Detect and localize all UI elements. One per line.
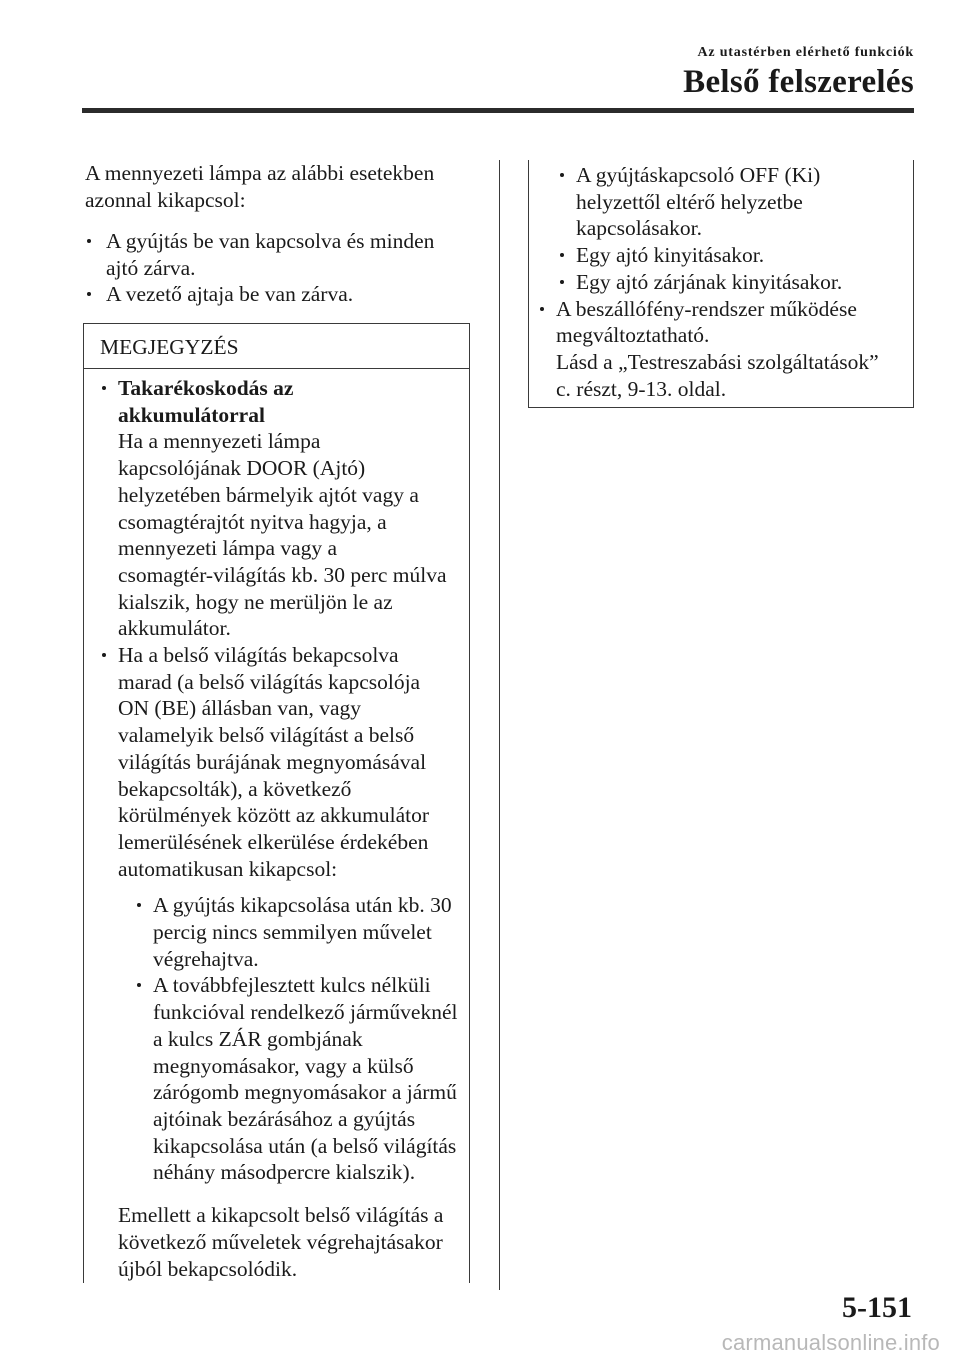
intro-paragraph [85, 160, 475, 213]
note-line: néhány másodpercre kialszik). [153, 1160, 416, 1185]
bullet-icon [87, 292, 91, 296]
note-line: Egy ajtó kinyitásakor. [576, 243, 765, 268]
note-line: akkumulátor. [118, 616, 231, 641]
note-line: Egy ajtó zárjának kinyitásakor. [576, 269, 843, 294]
note-line: ON (BE) állásban van, vagy [118, 696, 361, 721]
note-line: zárógomb megnyomásakor a jármű [153, 1080, 457, 1105]
note-line: Ha a belső világítás bekapcsolva [118, 643, 399, 668]
note-bullet-list [101, 375, 461, 1186]
note-line: kapcsolásakor. [576, 216, 702, 241]
note-line: a kulcs ZÁR gombjának [153, 1026, 363, 1051]
bullet-icon [102, 653, 106, 657]
note-bullet-list [539, 296, 909, 403]
list-item [539, 296, 909, 403]
header-rule [82, 108, 914, 113]
note-line: A gyújtáskapcsoló OFF (Ki) [576, 163, 821, 187]
note-line: helyzettől eltérő helyzetbe [576, 189, 803, 214]
list-item [101, 375, 461, 642]
page-title: Belső felszerelés [683, 64, 914, 100]
watermark: carmanualsonline.info [721, 1330, 940, 1355]
bullet-icon [540, 307, 544, 311]
list-item [559, 269, 909, 296]
note-title: MEGJEGYZÉS [100, 335, 239, 359]
note-line: mennyezeti lámpa vagy a [118, 536, 338, 561]
note-box [83, 323, 470, 1283]
bullet-icon [102, 386, 106, 390]
note-line: körülmények között az akkumulátor [118, 803, 430, 828]
note-sub-list [539, 162, 909, 296]
list-item [101, 642, 461, 1186]
note-line: valamelyik belső világítást a belső [118, 723, 415, 748]
note-body [101, 375, 461, 1282]
list-item [136, 972, 461, 1186]
note-line: helyzetében bármelyik ajtót vagy a [118, 482, 419, 507]
note-line: megnyomásakor, vagy a külső [153, 1053, 414, 1078]
bullet-icon [137, 903, 141, 907]
note-box-continued [528, 160, 914, 408]
note-line: világítás burájának megnyomásával [118, 749, 427, 774]
bullet-icon [137, 983, 141, 987]
note-line: kialszik, hogy ne merüljön le az [118, 589, 393, 614]
list-item-line: A gyújtás be van kapcsolva és minden [106, 229, 435, 253]
note-item-heading: akkumulátorral [118, 402, 265, 427]
bullet-icon [560, 253, 564, 257]
note-line: kikapcsolása után (a belső világítás [153, 1133, 457, 1158]
bullet-icon [87, 239, 91, 243]
section-header: Az utastérben elérhető funkciók [697, 45, 914, 60]
note-line: c. részt, 9-13. oldal. [556, 376, 727, 401]
note-line: végrehajtva. [153, 946, 259, 971]
note-item-heading: Takarékoskodás az [118, 376, 294, 400]
note-sub-bullets [559, 162, 909, 296]
intro-line: A mennyezeti lámpa az alábbi esetekben [85, 161, 435, 185]
note-line: percig nincs semmilyen művelet [153, 920, 432, 945]
note-divider [84, 368, 469, 369]
note-line: lemerülésének elkerülése érdekében [118, 829, 429, 854]
note-line: újból bekapcsolódik. [118, 1256, 298, 1281]
note-line: csomagtér-világítás kb. 30 perc múlva [118, 562, 447, 587]
note-tail [101, 1202, 461, 1282]
note-line: funkcióval rendelkező járműveknél [153, 1000, 458, 1025]
page-number: 5-151 [842, 1291, 912, 1324]
note-line: A beszállófény-rendszer működése [556, 296, 857, 321]
note-line: Ha a mennyezeti lámpa [118, 429, 321, 454]
list-item-line: ajtó zárva. [106, 255, 196, 280]
note-line: A továbbfejlesztett kulcs nélküli [153, 973, 431, 998]
note-body [539, 162, 909, 402]
note-line: Emellett a kikapcsolt belső világítás a [118, 1203, 444, 1228]
note-line: kapcsolójának DOOR (Ajtó) [118, 456, 366, 481]
note-line: A gyújtás kikapcsolása után kb. 30 [153, 893, 452, 918]
list-item [86, 228, 476, 281]
intro-line: azonnal kikapcsol: [85, 187, 246, 212]
list-item [559, 162, 909, 242]
note-sub-list [118, 892, 461, 1186]
list-item [136, 892, 461, 972]
note-line: csomagtérajtót nyitva hagyja, a [118, 509, 387, 534]
list-item [86, 281, 476, 308]
note-line: automatikusan kikapcsol: [118, 856, 338, 881]
column-divider [499, 160, 500, 1290]
note-line: következő műveletek végrehajtásakor [118, 1229, 443, 1254]
intro-bullet-list [86, 228, 476, 308]
note-line: marad (a belső világítás kapcsolója [118, 669, 421, 694]
list-item-line: A vezető ajtaja be van zárva. [106, 282, 354, 307]
note-line: megváltoztatható. [556, 323, 710, 348]
note-line: bekapcsolták), a következő [118, 776, 352, 801]
note-line: ajtóinak bezárásához a gyújtás [153, 1106, 416, 1131]
bullet-icon [560, 280, 564, 284]
list-item [559, 242, 909, 269]
note-line: Lásd a „Testreszabási szolgáltatások” [556, 349, 879, 374]
bullet-icon [560, 173, 564, 177]
